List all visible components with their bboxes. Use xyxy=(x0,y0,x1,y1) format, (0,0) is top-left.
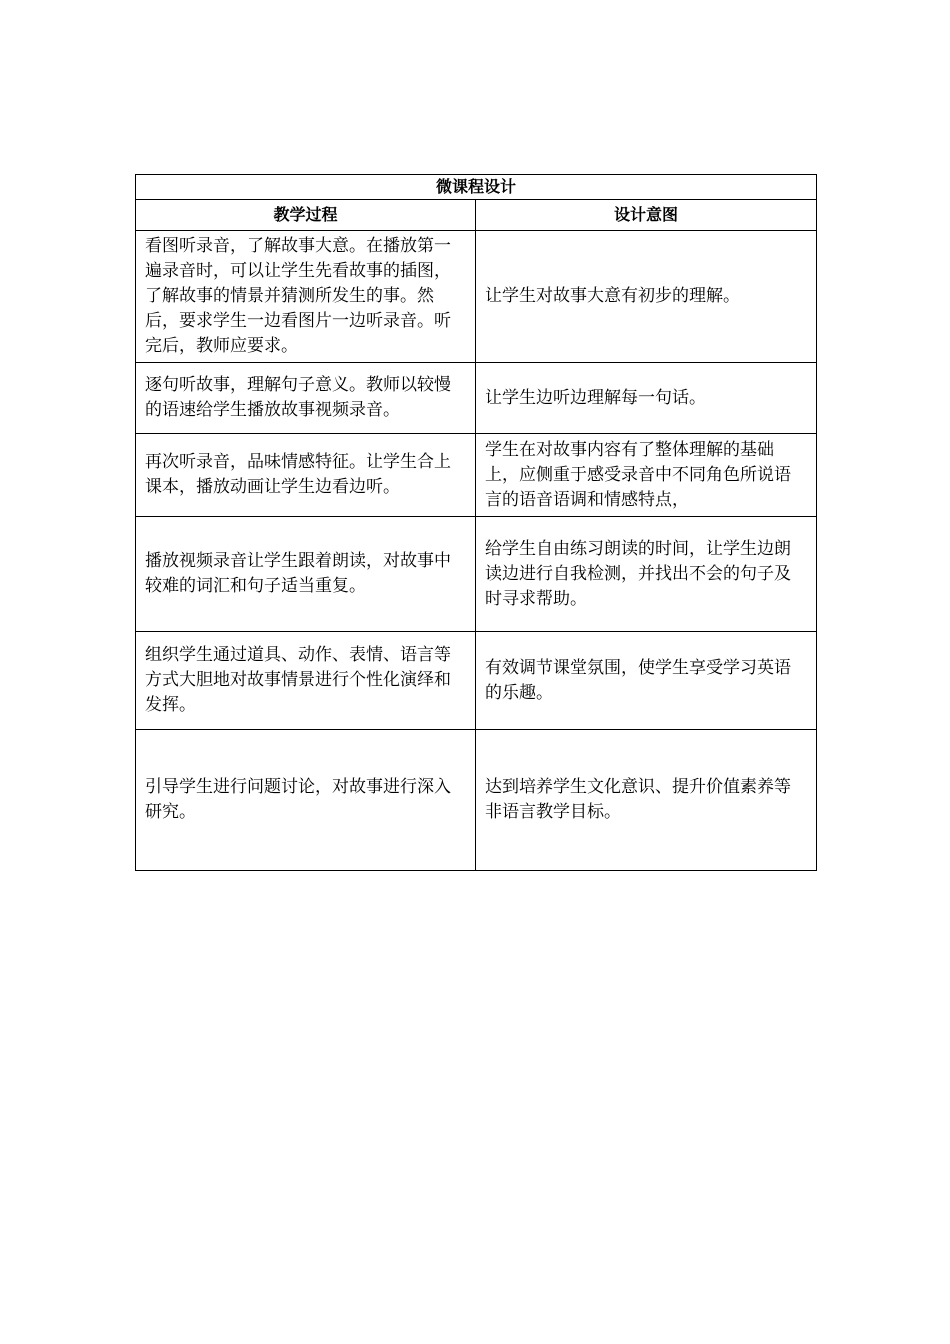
table-row xyxy=(136,517,817,632)
table-row xyxy=(136,632,817,730)
intent-cell xyxy=(476,632,817,730)
intent-cell xyxy=(476,231,817,363)
intent-cell xyxy=(476,730,817,871)
table-title-row xyxy=(136,175,817,200)
intent-cell xyxy=(476,434,817,517)
process-cell xyxy=(136,632,476,730)
process-text: 看图听录音，了解故事大意。在播放第一遍录音时，可以让学生先看故事的插图，了解故事的情景并猜测所发生的事。然后，要求学生一边看图片一边听录音。听完后，教师应要求。 xyxy=(145,236,451,356)
intent-text: 给学生自由练习朗读的时间，让学生边朗读边进行自我检测，并找出不会的句子及时寻求帮助。 xyxy=(485,538,791,609)
process-text: 播放视频录音让学生跟着朗读，对故事中较难的词汇和句子适当重复。 xyxy=(145,551,451,596)
micro-course-design-table xyxy=(135,174,817,871)
intent-text: 让学生边听边理解每一句话。 xyxy=(485,387,706,408)
process-text: 再次听录音，品味情感特征。让学生合上课本，播放动画让学生边看边听。 xyxy=(145,452,451,497)
intent-text: 有效调节课堂氛围，使学生享受学习英语的乐趣。 xyxy=(485,657,791,703)
process-cell xyxy=(136,730,476,871)
process-cell xyxy=(136,434,476,517)
process-cell xyxy=(136,517,476,632)
process-text: 逐句听故事，理解句子意义。教师以较慢的语速给学生播放故事视频录音。 xyxy=(145,375,451,420)
column-header-intent: 设计意图 xyxy=(476,200,817,231)
table-row xyxy=(136,363,817,434)
process-cell xyxy=(136,231,476,363)
process-cell xyxy=(136,363,476,434)
intent-cell xyxy=(476,363,817,434)
intent-text: 达到培养学生文化意识、提升价值素养等非语言教学目标。 xyxy=(485,777,791,822)
table-row xyxy=(136,434,817,517)
process-text: 引导学生进行问题讨论，对故事进行深入研究。 xyxy=(145,777,451,822)
process-text: 组织学生通过道具、动作、表情、语言等方式大胆地对故事情景进行个性化演绎和发挥。 xyxy=(145,645,451,715)
table-title: 微课程设计 xyxy=(136,175,817,200)
intent-text: 学生在对故事内容有了整体理解的基础上，应侧重于感受录音中不同角色所说语言的语音语调和情感特点， xyxy=(485,439,791,510)
intent-text: 让学生对故事大意有初步的理解。 xyxy=(485,286,740,306)
table-row xyxy=(136,231,817,363)
table-row xyxy=(136,730,817,871)
table-header-row xyxy=(136,200,817,231)
intent-cell xyxy=(476,517,817,632)
column-header-process: 教学过程 xyxy=(136,200,476,231)
